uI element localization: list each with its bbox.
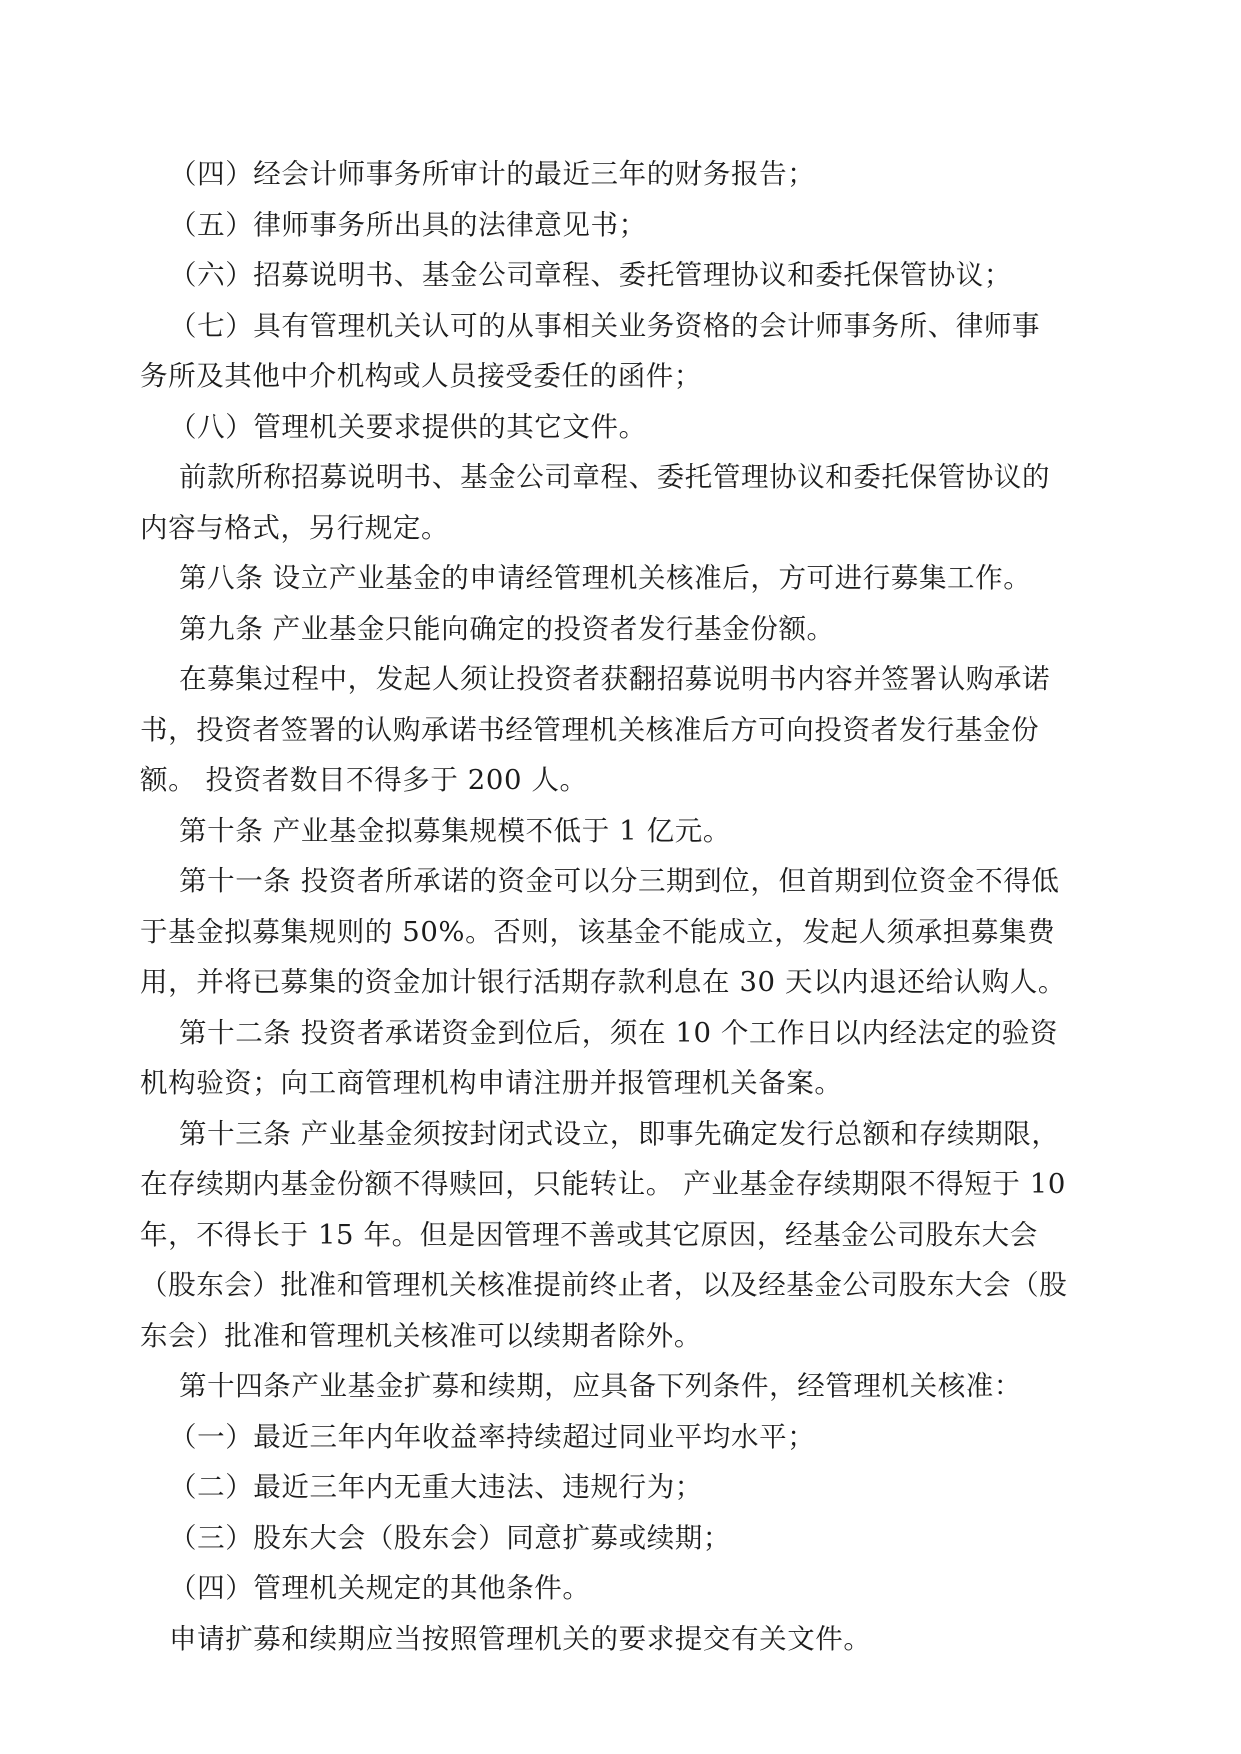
text-line: （一）最近三年内年收益率持续超过同业平均水平； [169, 1420, 816, 1453]
text-line: 用，并将已募集的资金加计银行活期存款利息在 30 天以内退还给认购人。 [140, 966, 1066, 998]
text-line: 第十四条产业基金扩募和续期，应具备下列条件，经管理机关核准： [179, 1370, 1022, 1402]
text-line: 在存续期内基金份额不得赎回，只能转让。 产业基金存续期限不得短于 10 [140, 1168, 1066, 1200]
text-line: （五）律师事务所出具的法律意见书； [169, 208, 647, 241]
text-line: （三）股东大会（股东会）同意扩募或续期； [169, 1521, 731, 1554]
text-line: 于基金拟募集规则的 50%。否则，该基金不能成立，发起人须承担募集费 [140, 915, 1056, 948]
text-line: （股东会）批准和管理机关核准提前终止者，以及经基金公司股东大会（股 [140, 1269, 1068, 1301]
text-line: 第十一条 投资者所承诺的资金可以分三期到位，但首期到位资金不得低 [179, 865, 1060, 897]
text-line: 东会）批准和管理机关核准可以续期者除外。 [140, 1319, 702, 1352]
text-line: 第十条 产业基金拟募集规模不低于 1 亿元。 [179, 814, 731, 847]
text-line: （二）最近三年内无重大违法、违规行为； [169, 1471, 703, 1503]
text-line: 内容与格式，另行规定。 [140, 511, 450, 544]
text-line: 年，不得长于 15 年。但是因管理不善或其它原因，经基金公司股东大会 [140, 1218, 1038, 1251]
text-line: （七）具有管理机关认可的从事相关业务资格的会计师事务所、律师事 [169, 309, 1041, 342]
text-line: 第十二条 投资者承诺资金到位后，须在 10 个工作日以内经法定的验资 [179, 1016, 1059, 1049]
text-line: （四）经会计师事务所审计的最近三年的财务报告； [169, 158, 816, 190]
text-line: 额。 投资者数目不得多于 200 人。 [140, 764, 588, 796]
text-line: （八）管理机关要求提供的其它文件。 [169, 410, 647, 443]
text-line: 申请扩募和续期应当按照管理机关的要求提交有关文件。 [169, 1622, 872, 1655]
text-line: 在募集过程中，发起人须让投资者获翻招募说明书内容并签署认购承诺 [179, 663, 1051, 695]
document-body [140, 149, 1099, 1664]
text-line: 第八条 设立产业基金的申请经管理机关核准后，方可进行募集工作。 [179, 562, 1032, 594]
text-line: 务所及其他中介机构或人员接受委任的函件； [140, 360, 702, 392]
text-line: （六）招募说明书、基金公司章程、委托管理协议和委托保管协议； [169, 259, 1012, 291]
text-line: 前款所称招募说明书、基金公司章程、委托管理协议和委托保管协议的 [179, 461, 1051, 493]
text-line: 第十三条 产业基金须按封闭式设立，即事先确定发行总额和存续期限， [179, 1117, 1060, 1150]
text-line: 机构验资；向工商管理机构申请注册并报管理机关备案。 [140, 1067, 843, 1099]
text-line: （四）管理机关规定的其他条件。 [169, 1572, 591, 1604]
text-line: 第九条 产业基金只能向确定的投资者发行基金份额。 [179, 612, 835, 645]
text-line: 书，投资者签署的认购承诺书经管理机关核准后方可向投资者发行基金份 [140, 713, 1040, 746]
